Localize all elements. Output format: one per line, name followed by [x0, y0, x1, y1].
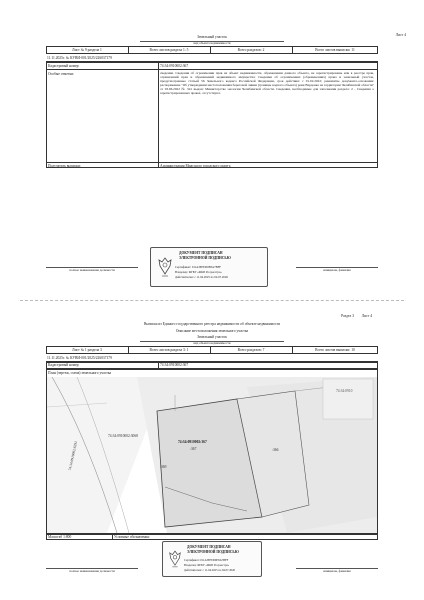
bottom-signature-stamp: [162, 541, 262, 577]
bottom-cad-row: [46, 362, 378, 369]
bottom-title-caption: вид объекта недвижимости: [193, 341, 231, 345]
top-stamp-line1: ДОКУМЕНТ ПОДПИСАН: [179, 251, 223, 255]
top-title-caption: вид объекта недвижимости: [193, 41, 231, 45]
map-label-bottom-left: :369: [160, 465, 167, 469]
bottom-stamp-line3: Сертификат: 011A3B7D00E8A7BFF: [184, 558, 229, 562]
top-recipient-label: Получатель выписки:: [48, 164, 81, 168]
bottom-stamp-line4: Владелец: ФГБУ «ФКП Росреестра»: [184, 563, 230, 567]
map-label-center-sub: :367: [190, 447, 197, 451]
bottom-date-reg: 11.11.2025г. № КУВИ-001/2025/226037179: [47, 356, 112, 360]
map-label-mid-right: :366: [272, 448, 279, 452]
top-details-divider: [158, 62, 159, 168]
scale-row: [46, 534, 378, 540]
top-sign-left-caption: полное наименование должности: [69, 268, 115, 272]
plan-label: План (чертеж, схема) земельного участка: [48, 371, 112, 375]
bottom-cad-value: 74:34:0910002:367: [160, 363, 189, 367]
top-stamp-line3: Сертификат: 011A3B7D00E8A7BFF: [175, 265, 221, 269]
top-row-total-extract: Всего листов выписки: 11: [315, 48, 355, 52]
bottom-section-label: Раздел 3: [341, 314, 354, 318]
top-notes-label: Особые отметки:: [48, 72, 75, 76]
top-signature-stamp: [150, 247, 268, 287]
top-stamp-line2: ЭЛЕКТРОННОЙ ПОДПИСЬЮ: [179, 256, 231, 260]
emblem-icon: [168, 549, 182, 569]
emblem-icon: [157, 256, 173, 278]
page-separator: [20, 300, 404, 301]
bottom-sign-left-caption: полное наименование должности: [69, 569, 115, 573]
top-stamp-line4: Владелец: ФГБУ «ФКП Росреестра»: [175, 270, 222, 274]
top-recipient-value: Администрация Миасского городского округа: [160, 164, 231, 168]
bottom-title: Земельный участок: [197, 335, 227, 339]
bottom-sign-right-caption: инициалы, фамилия: [323, 569, 351, 573]
bottom-cad-label: Кадастровый номер:: [48, 363, 80, 367]
scale-divider: [112, 534, 113, 540]
bottom-row-sheet: Лист № 1 раздела 3: [72, 348, 102, 352]
legend-label: Условные обозначения:: [114, 535, 150, 539]
top-cad-value: 74:34:0910002:367: [160, 64, 189, 68]
top-notes-text: сведения. Сведения об ограничении прав на объект недвижимости, обременении данного объекта, не зарегистрированы или в реестре прав, ограничений прав и обременений недвижимого имущества: Сведения об ограничениях (обременениях) права и земельный участок, предусмотренные статьей 56 Земельного кодекса Российской Федерации, срок действия: с 01.02.2022; реквизиты документа-основания: распоряжение "Об утверждении местоположения береговой линии (границы водного объекта) реки Вардовка на территории Челябинской области" от 03.06.2022 № 341 выдан: Министерство экологии Челябинской области. Сведения, необходимые для заполнения раздела: 2 - Сведения о зарегистрированных правах, отсутствуют.: [160, 71, 374, 96]
bottom-sheet-label: Лист 4: [361, 314, 372, 318]
map-label-center: 74:34:0910002:367: [178, 440, 207, 444]
top-details-rule-1: [46, 69, 378, 70]
top-date-reg: 11.11.2025г. № КУВИ-001/2025/226037179: [47, 56, 112, 60]
top-row-total-section: Всего листов раздела 1: 5: [149, 48, 189, 52]
map-label-mid-left: 74:34:0910002:3068: [108, 434, 138, 438]
bottom-row-total-section: Всего листов раздела 3: 1: [149, 348, 189, 352]
bottom-stamp-line5: Действителен: с 11.04.2025 по 04.07.2026: [184, 568, 235, 572]
top-title: Земельный участок: [197, 35, 227, 39]
bottom-subheading: Описание местоположения земельного участка: [175, 329, 249, 333]
scale-label: Масштаб 1:800: [48, 535, 72, 539]
top-details-rule-2: [46, 162, 378, 163]
top-cad-label: Кадастровый номер:: [48, 64, 80, 68]
cadastral-plan: [47, 377, 377, 533]
top-sheet-label: Лист 4: [395, 33, 406, 37]
top-sign-right-caption: инициалы, фамилия: [323, 268, 351, 272]
map-label-top-right: 74:34:0910: [336, 389, 353, 393]
bottom-row-total-sections: Всего разделов: 7: [237, 348, 265, 352]
map-label-left-vertical: 74:34:0910002:6291: [68, 440, 79, 471]
bottom-cad-divider: [158, 362, 159, 369]
bottom-heading: Выписка из Единого государственного реестра недвижимости об объекте недвижимости: [143, 322, 281, 326]
top-row-sheet: Лист № 9 раздела 1: [72, 48, 102, 52]
top-stamp-line5: Действителен: с 11.04.2025 по 04.07.2026: [175, 275, 228, 279]
bottom-stamp-line2: ЭЛЕКТРОННОЙ ПОДПИСЬЮ: [187, 550, 239, 554]
bottom-row-total-extract: Всего листов выписки: 10: [315, 348, 355, 352]
top-row-total-sections: Всего разделов: 2: [237, 48, 265, 52]
bottom-stamp-line1: ДОКУМЕНТ ПОДПИСАН: [187, 545, 231, 549]
